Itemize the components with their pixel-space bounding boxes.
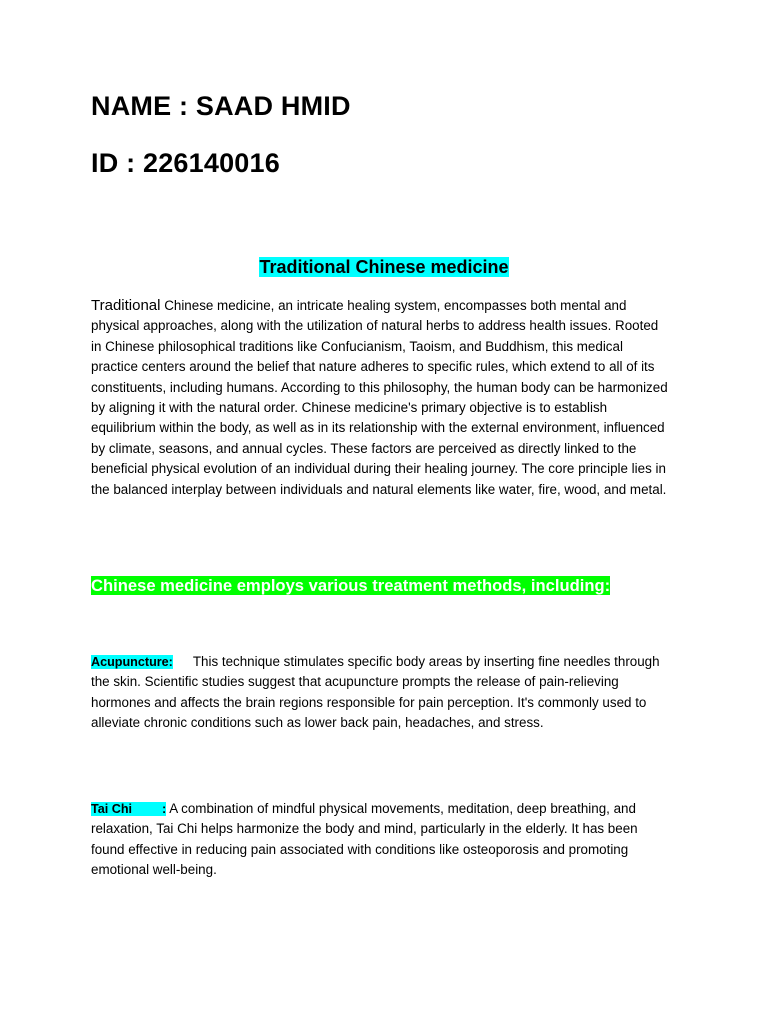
methods-title-wrapper: [91, 574, 610, 598]
tai-chi-colon: :: [162, 802, 167, 816]
student-id: ID : 226140016: [91, 148, 280, 178]
section-title-wrapper: [0, 255, 768, 279]
intro-first-word: Traditional: [91, 297, 161, 314]
tai-chi-text: A combination of mindful physical movements, meditation, deep breathing, and relaxation, Tai Chi helps harmonize the body and mind, particularly in the elderly. It has been found effective in reducing pain associated with conditions like osteoporosis and promoting emotional well-being.: [91, 801, 638, 878]
acupuncture-text: This technique stimulates specific body areas by inserting fine needles through the skin. Scientific studies suggest that acupuncture prompts the release of pain-relieving hormones and affects the brain regions responsible for pain perception. It's commonly used to alleviate chronic conditions such as lower back pain, headaches, and stress.: [91, 654, 660, 731]
methods-title: Chinese medicine employs various treatment methods, including:: [91, 576, 611, 595]
acupuncture-paragraph: [91, 652, 671, 734]
acupuncture-label: Acupuncture:: [91, 655, 173, 669]
tai-chi-paragraph: [91, 799, 671, 881]
tai-chi-label: [91, 802, 166, 816]
intro-text: Chinese medicine, an intricate healing system, encompasses both mental and physical approaches, along with the utilization of natural herbs to address health issues. Rooted in Chinese philosophical traditions like Confucianism, Taoism, and Buddhism, this medical practice centers around the belief that nature adheres to specific rules, which extend to all of its constituents, including humans. According to this philosophy, the human body can be harmonized by aligning it with the natural order. Chinese medicine's primary objective is to establish equilibrium within the body, as well as in its relationship with the external environment, influenced by climate, seasons, and annual cycles. These factors are perceived as directly linked to the beneficial physical evolution of an individual during their healing journey. The core principle lies in the balanced interplay between individuals and natural elements like water, fire, wood, and metal.: [91, 298, 668, 497]
tai-chi-label-text: Tai Chi: [91, 802, 133, 816]
section-title: Traditional Chinese medicine: [259, 257, 509, 277]
student-name: NAME : SAAD HMID: [91, 91, 351, 121]
intro-paragraph: [91, 296, 671, 500]
